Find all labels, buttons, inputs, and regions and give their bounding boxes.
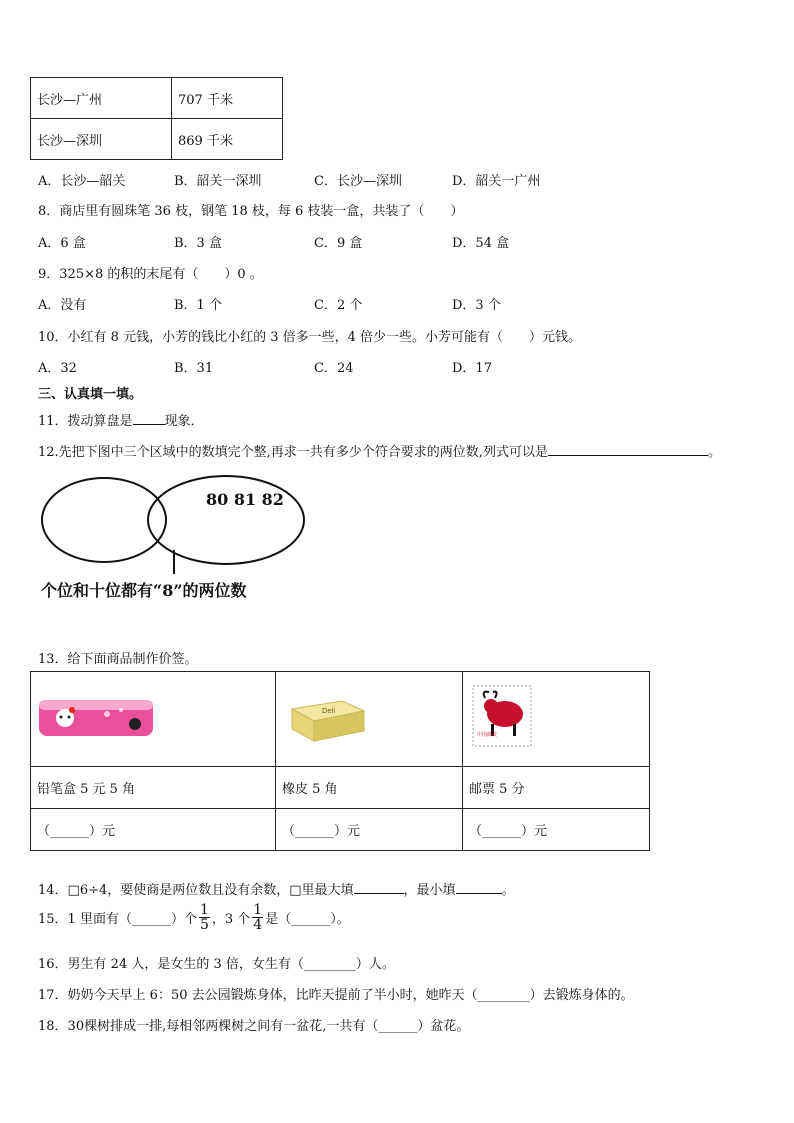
answer-blank-min[interactable] (456, 881, 502, 894)
question-17: 17．奶奶今天早上 6：50 去公园锻炼身体，比昨天提前了半小时，她昨天（________）去锻炼身体的。 (38, 988, 634, 1003)
venn-numbers: 80 81 82 (206, 490, 284, 509)
answer-row (31, 809, 650, 851)
item-name: 邮票 5 分 (463, 767, 650, 809)
question-11 (38, 410, 204, 429)
option-c[interactable]: C．长沙—深圳 (314, 174, 402, 189)
q14-text: 14．□6÷4，要使商是两位数且没有余数，□里最大填 (38, 883, 354, 898)
option-a[interactable]: A．长沙—韶关 (38, 174, 126, 189)
option-c[interactable]: C．2 个 (314, 298, 363, 313)
answer-blank[interactable] (548, 443, 708, 456)
distance-cell: 707 千米 (172, 78, 283, 119)
option-d[interactable]: D．17 (452, 361, 492, 376)
question-13: 13．给下面商品制作价签。 (38, 652, 198, 667)
q15-text-c: 是（______）。 (265, 912, 350, 927)
q14-text-mid: ，最小填 (403, 883, 456, 898)
option-a[interactable]: A．6 盒 (38, 236, 86, 251)
eraser-cell (276, 672, 463, 767)
q12-end: 。 (707, 445, 721, 460)
q15-text-b: ，3 个 (211, 912, 251, 927)
question-9: 9．325×8 的积的末尾有（ ）0 。 (38, 267, 263, 282)
option-d[interactable]: D．54 盒 (452, 236, 510, 251)
price-answer[interactable]: （______）元 (31, 809, 276, 851)
item-name: 铅笔盒 5 元 5 角 (31, 767, 276, 809)
option-b[interactable]: B．3 盒 (174, 236, 222, 251)
question-18: 18．30棵树排成一排,每相邻两棵树之间有一盆花,一共有（______）盆花。 (38, 1019, 470, 1034)
table-row (31, 78, 283, 119)
section-heading: 三、认真填一填。 (38, 387, 143, 402)
eraser-brand: Deli (322, 707, 336, 715)
question-14 (38, 879, 515, 898)
question-16: 16．男生有 24 人，是女生的 3 倍，女生有（________）人。 (38, 957, 395, 972)
option-b[interactable]: B．韶关一深圳 (174, 174, 262, 189)
price-answer[interactable]: （______）元 (463, 809, 650, 851)
table-row (31, 119, 283, 160)
question-10: 10．小红有 8 元钱，小芳的钱比小红的 3 倍多一些，4 倍少一些。小芳可能有（ ）元钱。 (38, 330, 582, 345)
q11-text-end: 现象． (164, 414, 204, 429)
option-d[interactable]: D．韶关一广州 (452, 174, 541, 189)
option-b[interactable]: B．31 (174, 361, 214, 376)
answer-blank-max[interactable] (354, 881, 404, 894)
option-b[interactable]: B．1 个 (174, 298, 222, 313)
q11-text: 11．拨动算盘是 (38, 414, 133, 429)
question-15 (38, 903, 350, 932)
eraser-image (282, 687, 372, 747)
question-12 (38, 441, 721, 460)
stamp-image (469, 684, 539, 750)
q12-text: 12.先把下图中三个区域中的数填完个整,再求一共有多少个符合要求的两位数,列式可以是 (38, 445, 548, 460)
answer-blank[interactable] (133, 412, 165, 425)
option-c[interactable]: C．9 盒 (314, 236, 363, 251)
pencil-case-image (37, 692, 157, 742)
option-c[interactable]: C．24 (314, 361, 354, 376)
fraction-one-fourth: $\frac{1}{4}$ (253, 902, 263, 933)
item-name: 橡皮 5 角 (276, 767, 463, 809)
stamp-cell (463, 672, 650, 767)
question-8: 8．商店里有圆珠笔 36 枝，钢笔 18 枝，每 6 枝装一盒，共装了（ ） (38, 204, 464, 219)
option-a[interactable]: A．32 (38, 361, 77, 376)
pencil-case-cell (31, 672, 276, 767)
option-a[interactable]: A．没有 (38, 298, 87, 313)
route-cell: 长沙—广州 (31, 78, 172, 119)
option-d[interactable]: D．3 个 (452, 298, 501, 313)
distance-table (30, 77, 283, 160)
image-row (31, 672, 650, 767)
price-tag-table (30, 671, 650, 851)
stamp-text: 中国邮政 (477, 732, 498, 738)
venn-caption: 个位和十位都有“8”的两位数 (41, 581, 247, 600)
route-cell: 长沙—深圳 (31, 119, 172, 160)
fraction-one-fifth: $\frac{1}{5}$ (199, 902, 209, 933)
q15-text-a: 15．1 里面有（______）个 (38, 912, 197, 927)
price-answer[interactable]: （______）元 (276, 809, 463, 851)
distance-cell: 869 千米 (172, 119, 283, 160)
q14-end: 。 (501, 883, 515, 898)
name-row (31, 767, 650, 809)
